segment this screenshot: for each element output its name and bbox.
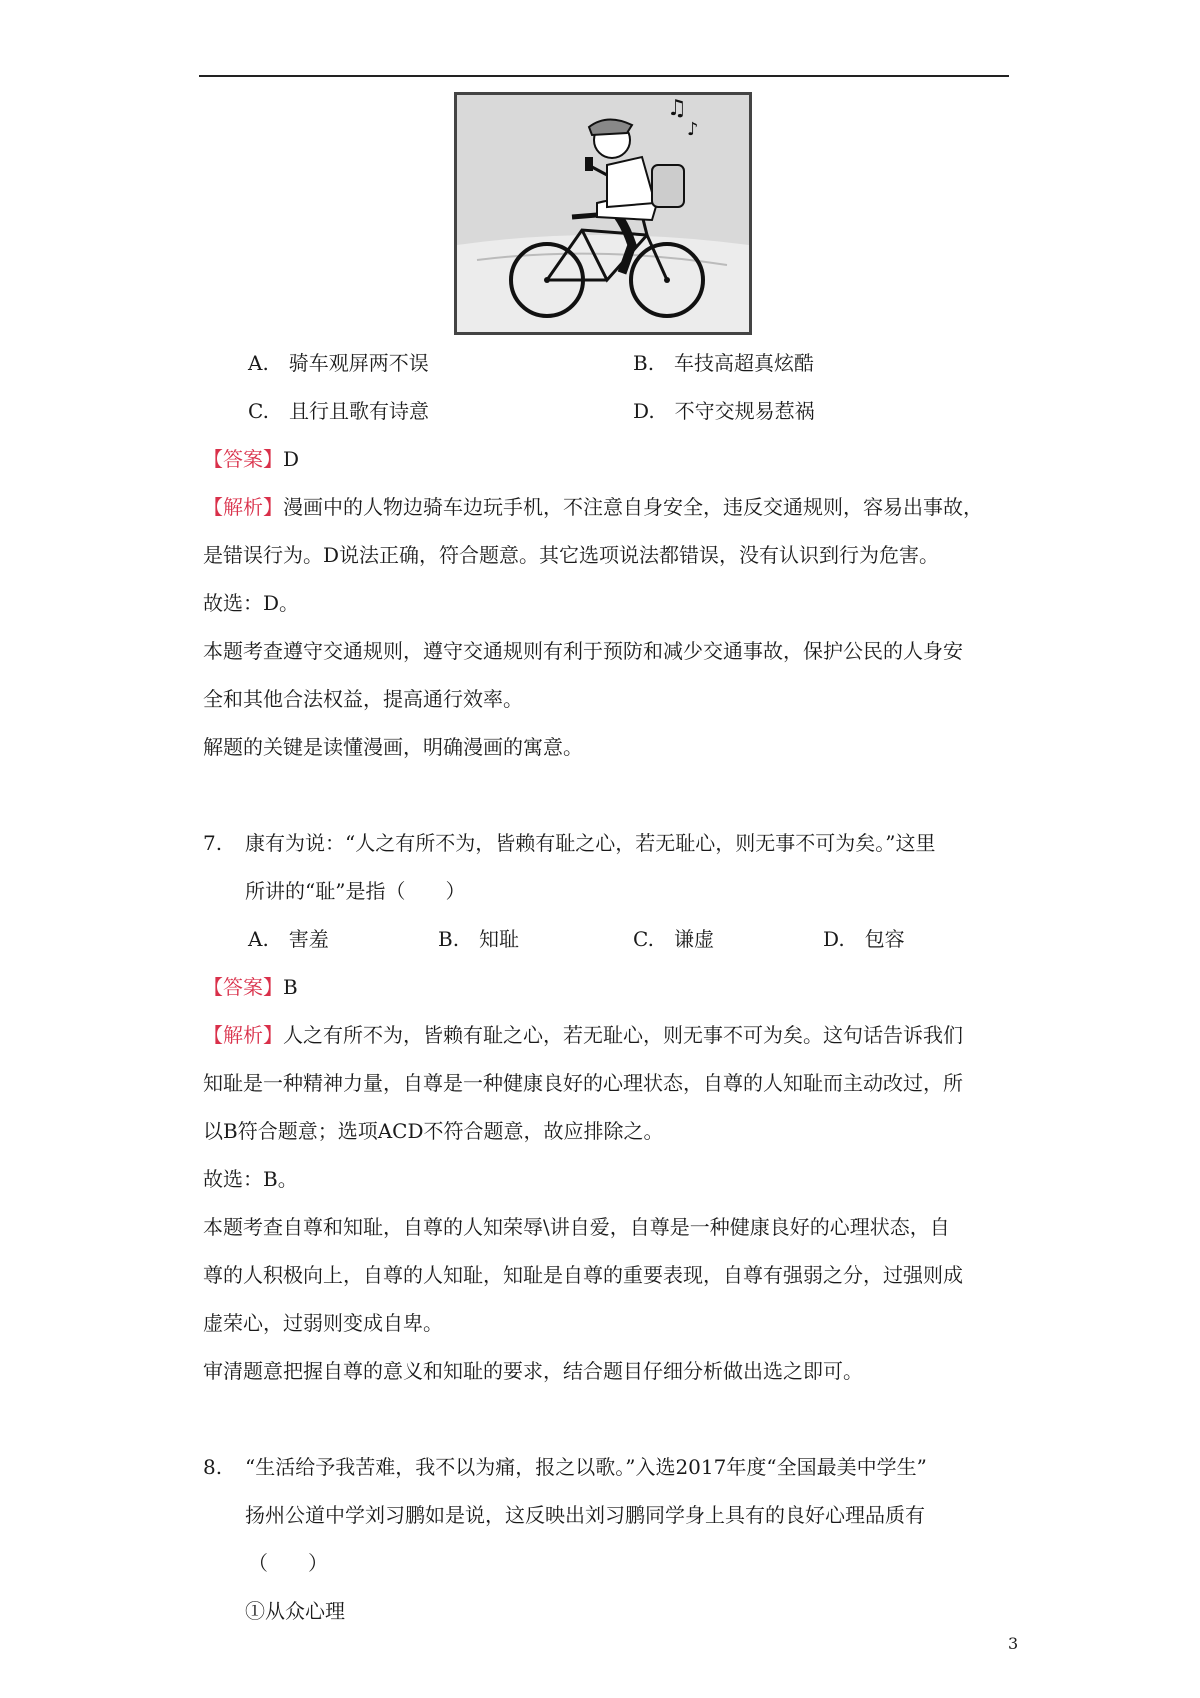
q7-note-line-1: 本题考查自尊和知耻，自尊的人知荣辱\讲自爱，自尊是一种健康良好的心理状态，自 bbox=[203, 1215, 950, 1239]
q7-choose: 故选：B。 bbox=[203, 1167, 298, 1191]
q6-analysis-line-1 bbox=[203, 494, 983, 520]
q6-note-line-2: 全和其他合法权益，提高通行效率。 bbox=[203, 687, 523, 711]
q7-option-a: A. 害羞 bbox=[248, 927, 329, 951]
q8-number: 8. bbox=[203, 1455, 223, 1479]
q6-option-b: B. 车技高超真炫酷 bbox=[633, 351, 815, 375]
q7-stem-line-1: 康有为说：“人之有所不为，皆赖有耻之心，若无耻心，则无事不可为矣。”这里 bbox=[245, 831, 936, 855]
q6-option-d: D. 不守交规易惹祸 bbox=[633, 399, 815, 423]
q7-number: 7. bbox=[203, 831, 223, 855]
q6-option-c: C. 且行且歌有诗意 bbox=[248, 399, 429, 423]
analysis-tag: 【解析】 bbox=[203, 495, 283, 519]
answer-value: D bbox=[283, 447, 300, 471]
cyclist-phone-icon bbox=[457, 95, 749, 332]
q7-analysis-line-1 bbox=[203, 1022, 963, 1048]
q6-answer bbox=[203, 446, 299, 472]
answer-tag: 【答案】 bbox=[203, 447, 283, 471]
page-number: 3 bbox=[1008, 1634, 1019, 1653]
q6-analysis-line-2: 是错误行为。D说法正确，符合题意。其它选项说法都错误，没有认识到行为危害。 bbox=[203, 543, 940, 567]
q6-note-line-1: 本题考查遵守交通规则，遵守交通规则有利于预防和减少交通事故，保护公民的人身安 bbox=[203, 639, 963, 663]
q7-analysis-line-2: 知耻是一种精神力量，自尊是一种健康良好的心理状态，自尊的人知耻而主动改过，所 bbox=[203, 1071, 963, 1095]
q7-analysis-line-3: 以B符合题意；选项ACD不符合题意，故应排除之。 bbox=[203, 1119, 664, 1143]
header-rule bbox=[199, 75, 1009, 77]
q8-stem-line-1: “生活给予我苦难，我不以为痛，报之以歌。”入选2017年度“全国最美中学生” bbox=[245, 1455, 927, 1479]
q6-key: 解题的关键是读懂漫画，明确漫画的寓意。 bbox=[203, 735, 583, 759]
q6-choose: 故选：D。 bbox=[203, 591, 300, 615]
q7-option-c: C. 谦虚 bbox=[633, 927, 714, 951]
q7-stem-line-2: 所讲的“耻”是指（ ） bbox=[245, 879, 466, 903]
analysis-text: 漫画中的人物边骑车边玩手机，不注意自身安全，违反交通规则，容易出事故， bbox=[283, 495, 983, 519]
q7-key: 审清题意把握自尊的意义和知耻的要求，结合题目仔细分析做出选之即可。 bbox=[203, 1359, 863, 1383]
analysis-tag: 【解析】 bbox=[203, 1023, 283, 1047]
q7-option-b: B. 知耻 bbox=[438, 927, 520, 951]
analysis-text: 人之有所不为，皆赖有耻之心，若无耻心，则无事不可为矣。这句话告诉我们 bbox=[283, 1023, 963, 1047]
q6-option-a: A. 骑车观屏两不误 bbox=[248, 351, 429, 375]
q8-stem-line-3: （ ） bbox=[248, 1551, 328, 1575]
q7-answer bbox=[203, 974, 298, 1000]
svg-text:♪: ♪ bbox=[687, 119, 699, 140]
answer-value: B bbox=[283, 975, 298, 999]
q7-note-line-3: 虚荣心，过弱则变成自卑。 bbox=[203, 1311, 443, 1335]
q8-item-1: ①从众心理 bbox=[245, 1599, 345, 1623]
svg-text:♫: ♫ bbox=[667, 96, 687, 121]
cartoon-figure bbox=[454, 92, 752, 335]
q7-option-d: D. 包容 bbox=[823, 927, 905, 951]
answer-tag: 【答案】 bbox=[203, 975, 283, 999]
q8-stem-line-2: 扬州公道中学刘习鹏如是说，这反映出刘习鹏同学身上具有的良好心理品质有 bbox=[245, 1503, 925, 1527]
q7-note-line-2: 尊的人积极向上，自尊的人知耻，知耻是自尊的重要表现，自尊有强弱之分，过强则成 bbox=[203, 1263, 963, 1287]
